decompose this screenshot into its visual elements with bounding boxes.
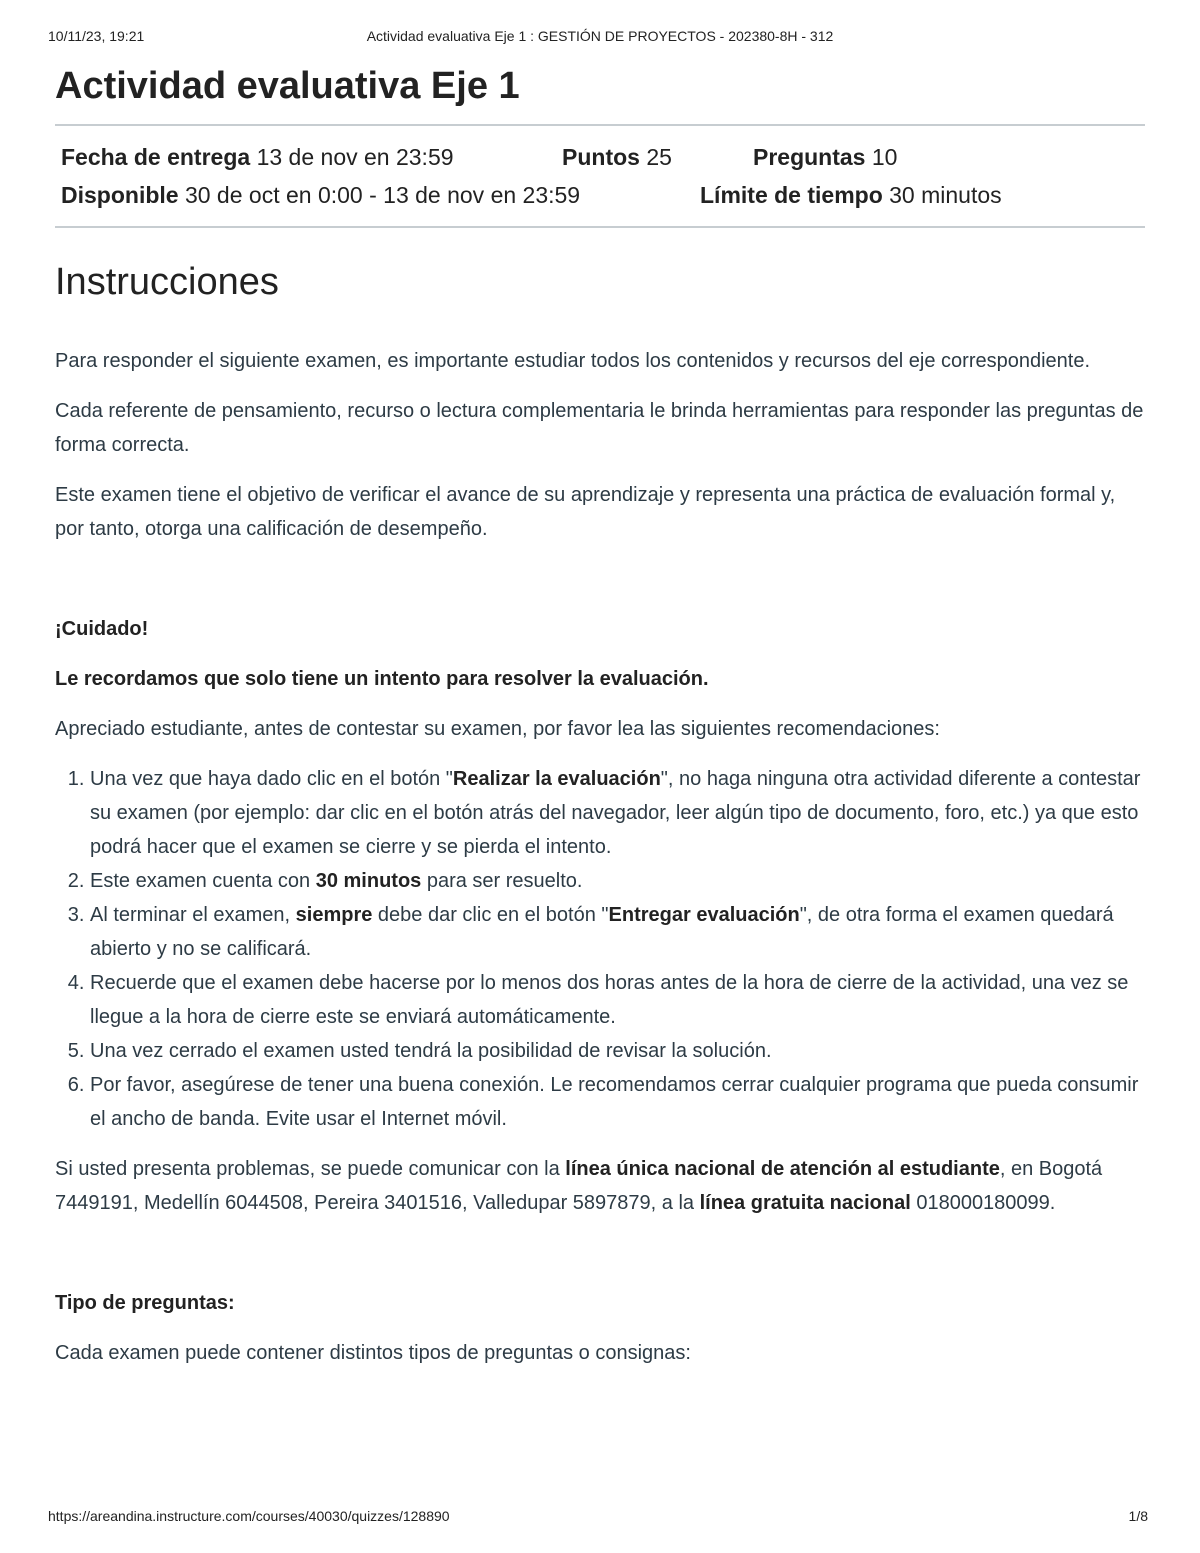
contact-text: Si usted presenta problemas, se puede comunicar con la [55, 1158, 566, 1180]
instructions-paragraph: Cada referente de pensamiento, recurso o lectura complementaria le brinda herramientas para responder las preguntas de forma correcta. [55, 400, 1144, 456]
item-text: Este examen cuenta con [90, 870, 316, 892]
page-title: Actividad evaluativa Eje 1 [55, 65, 520, 107]
list-item [90, 898, 1145, 966]
warning-title: ¡Cuidado! [55, 618, 149, 640]
instructions-paragraph: Para responder el siguiente examen, es importante estudiar todos los contenidos y recursos del eje correspondiente. [55, 350, 1091, 372]
item-text: para ser resuelto. [421, 870, 583, 892]
time-limit [700, 182, 1002, 209]
instructions-body [55, 344, 1145, 1370]
availability-value: 30 de oct en 0:00 - 13 de nov en 23:59 [184, 182, 581, 208]
points-label: Puntos [562, 144, 640, 170]
time-limit-label: Límite de tiempo [700, 182, 883, 208]
print-document-title: Actividad evaluativa Eje 1 : GESTIÓN DE PROYECTOS - 202380-8H - 312 [366, 28, 834, 44]
due-date-value: 13 de nov en 23:59 [256, 144, 454, 170]
due-date-label: Fecha de entrega [61, 144, 251, 170]
contact-info [55, 1152, 1145, 1220]
points-value: 25 [646, 144, 672, 170]
item-text: Recuerde que el examen debe hacerse por lo menos dos horas antes de la hora de cierre de la actividad, una vez se llegue a la hora de cierre este se enviará automáticamente. [90, 972, 1129, 1028]
divider [55, 226, 1145, 228]
availability-label: Disponible [61, 182, 179, 208]
item-text: Una vez que haya dado clic en el botón " [90, 768, 453, 790]
warning-text: Le recordamos que solo tiene un intento para resolver la evaluación. [55, 668, 709, 690]
list-item [90, 1034, 1145, 1068]
due-date [61, 144, 454, 171]
instructions-paragraph: Este examen tiene el objetivo de verificar el avance de su aprendizaje y representa una práctica de evaluación formal y, por tanto, otorga una calificación de desempeño. [55, 484, 1116, 540]
item-bold-text: Realizar la evaluación [452, 768, 661, 790]
time-limit-value: 30 minutos [889, 182, 1002, 208]
print-header [48, 28, 1152, 48]
questions-value: 10 [871, 144, 898, 170]
contact-bold-text: línea gratuita nacional [699, 1192, 911, 1214]
list-item [90, 864, 1145, 898]
points [562, 144, 672, 171]
item-bold-text: Entregar evaluación [608, 904, 800, 926]
availability [61, 182, 580, 209]
page-number: 1/8 [1128, 1508, 1148, 1524]
question-types-title: Tipo de preguntas: [55, 1292, 235, 1314]
list-item [90, 762, 1145, 864]
contact-text: 018000180099. [910, 1192, 1056, 1214]
quiz-details [55, 126, 1145, 226]
list-item [90, 1068, 1145, 1136]
recommendations-list [55, 762, 1145, 1136]
print-url: https://areandina.instructure.com/courses/40030/quizzes/128890 [48, 1508, 450, 1524]
item-bold-text: siempre [295, 904, 373, 926]
item-text: ", no haga ninguna otra actividad diferente a contestar su examen (por ejemplo: dar clic en el botón atrás del navegador, leer algún tipo de documento, foro, etc.) ya que esto podrá hacer que el examen se cierre y se pierda el intento. [90, 768, 1141, 858]
question-types-intro: Cada examen puede contener distintos tipos de preguntas o consignas: [55, 1342, 691, 1364]
item-text: debe dar clic en el botón " [372, 904, 609, 926]
item-text: Por favor, asegúrese de tener una buena conexión. Le recomendamos cerrar cualquier programa que pueda consumir el ancho de banda. Evite usar el Internet móvil. [90, 1074, 1139, 1130]
quiz-page [55, 62, 1145, 1370]
recommendations-intro: Apreciado estudiante, antes de contestar su examen, por favor lea las siguientes recomendaciones: [55, 718, 940, 740]
questions [753, 144, 897, 171]
contact-text: , en Bogotá 7449191, Medellín 6044508, Pereira 3401516, Valledupar 5897879, a la [55, 1158, 1103, 1214]
instructions-heading: Instrucciones [55, 261, 279, 303]
questions-label: Preguntas [753, 144, 866, 170]
item-text: ", de otra forma el examen quedará abierto y no se calificará. [90, 904, 1114, 960]
contact-bold-text: línea única nacional de atención al estudiante [565, 1158, 1000, 1180]
print-timestamp: 10/11/23, 19:21 [48, 28, 145, 44]
list-item [90, 966, 1145, 1034]
item-text: Al terminar el examen, [90, 904, 296, 926]
item-text: Una vez cerrado el examen usted tendrá la posibilidad de revisar la solución. [90, 1040, 772, 1062]
item-bold-text: 30 minutos [315, 870, 422, 892]
